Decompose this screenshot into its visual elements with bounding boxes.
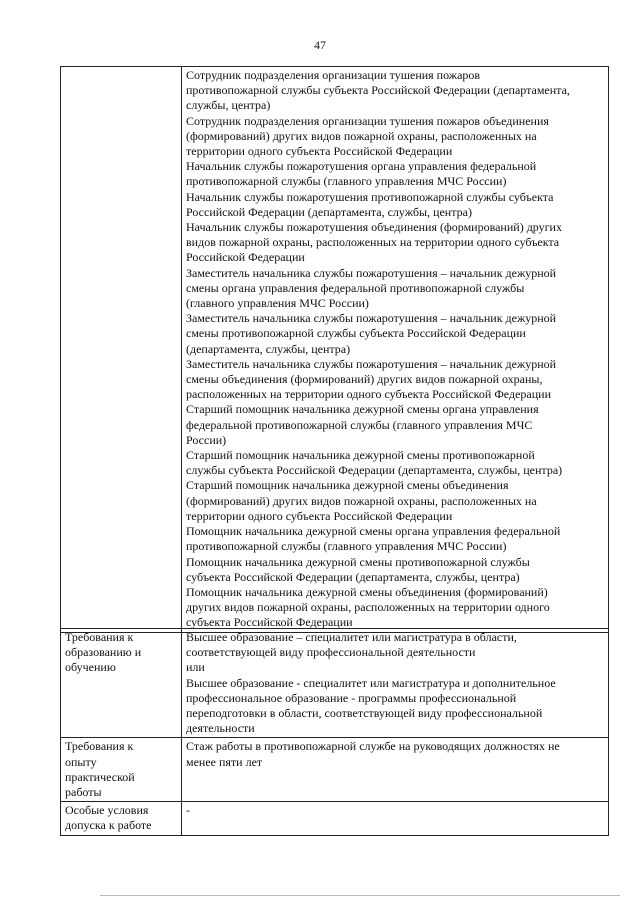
text-line: видов пожарной охраны, расположенных на территории одного субъекта	[186, 235, 560, 250]
text-line: Начальник службы пожаротушения органа управления федеральной	[186, 159, 537, 174]
text-line: Высшее образование - специалитет или магистратура и дополнительное	[186, 675, 556, 690]
position-item	[186, 159, 604, 189]
position-item	[186, 357, 604, 403]
text-line: смены органа управления федеральной противопожарной службы	[186, 280, 525, 295]
text-line: Стаж работы в противопожарной службе на руководящих должностях не	[186, 739, 560, 754]
text-line: (департамента, службы, центра)	[186, 341, 351, 356]
position-item	[186, 190, 604, 220]
position-item	[186, 555, 604, 585]
text-line: работы	[65, 785, 102, 800]
text-line: Старший помощник начальника дежурной смены объединения	[186, 478, 509, 493]
text-line: менее пяти лет	[186, 754, 263, 769]
text-line: (формирований) других видов пожарной охраны, расположенных на	[186, 493, 537, 508]
position-item	[186, 311, 604, 357]
position-item	[186, 114, 604, 160]
text-line: других видов пожарной охраны, расположенных на территории одного	[186, 600, 550, 615]
text-line: федеральной противопожарной службы (главного управления МЧС	[186, 417, 533, 432]
text-line: расположенных на территории одного субъекта Российской Федерации	[186, 387, 551, 402]
text-line: противопожарной службы (главного управления МЧС России)	[186, 174, 507, 189]
text-line: Старший помощник начальника дежурной смены органа управления	[186, 402, 539, 417]
table-row	[61, 738, 609, 802]
text-line: Начальник службы пожаротушения противопожарной службы субъекта	[186, 189, 554, 204]
position-item	[186, 524, 604, 554]
text-line: Помощник начальника дежурной смены объединения (формирований)	[186, 584, 548, 599]
text-line: или	[186, 660, 205, 675]
text-line: Помощник начальника дежурной смены противопожарной службы	[186, 554, 530, 569]
text-line: смены объединения (формирований) других видов пожарной охраны,	[186, 372, 543, 387]
text-line: Заместитель начальника службы пожаротушения – начальник дежурной	[186, 356, 557, 371]
text-line: противопожарной службы (главного управления МЧС России)	[186, 539, 507, 554]
special-conditions-label-cell	[61, 802, 182, 835]
text-line: Старший помощник начальника дежурной смены противопожарной	[186, 448, 535, 463]
text-line: смены противопожарной службы субъекта Российской Федерации	[186, 326, 526, 341]
text-line: службы субъекта Российской Федерации (департамента, службы, центра)	[186, 463, 563, 478]
text-line: опыту	[65, 754, 97, 769]
text-line: Начальник службы пожаротушения объединения (формирований) других	[186, 220, 562, 235]
positions-list-cell	[182, 67, 609, 633]
positions-table	[60, 66, 609, 633]
text-line: переподготовки в области, соответствующей виду профессиональной	[186, 706, 543, 721]
text-line: обучению	[65, 660, 116, 675]
special-conditions-value-cell	[182, 802, 609, 835]
text-line: Российской Федерации	[186, 250, 305, 265]
requirements-table	[60, 628, 609, 836]
text-line: Заместитель начальника службы пожаротушения – начальник дежурной	[186, 265, 557, 280]
table-row	[61, 802, 609, 835]
scan-edge-line	[100, 895, 620, 896]
text-line: территории одного субъекта Российской Федерации	[186, 508, 453, 523]
text-line: (главного управления МЧС России)	[186, 296, 369, 311]
position-item	[186, 585, 604, 631]
text-line: субъекта Российской Федерации	[186, 615, 353, 630]
text-line: Сотрудник подразделения организации тушения пожаров объединения	[186, 113, 549, 128]
text-line: Требования к	[65, 630, 134, 644]
text-line: Требования к	[65, 739, 134, 754]
text-line: службы, центра)	[186, 98, 271, 113]
text-line: Заместитель начальника службы пожаротушения – начальник дежурной	[186, 311, 557, 326]
text-line: образованию и	[65, 645, 142, 660]
text-line: субъекта Российской Федерации (департамента, службы, центра)	[186, 569, 520, 584]
text-line: допуска к работе	[65, 818, 152, 833]
table-row	[61, 67, 609, 633]
table-row	[61, 629, 609, 738]
text-line: -	[186, 803, 190, 818]
positions-label-cell	[61, 67, 182, 633]
experience-label-cell	[61, 738, 182, 802]
position-item	[186, 448, 604, 478]
education-label-cell	[61, 629, 182, 738]
text-line: Особые условия	[65, 803, 149, 818]
education-value-cell	[182, 629, 609, 738]
position-item	[186, 478, 604, 524]
position-item	[186, 266, 604, 312]
text-line: Помощник начальника дежурной смены органа управления федеральной	[186, 524, 561, 539]
position-item	[186, 220, 604, 266]
text-line: противопожарной службы субъекта Российской Федерации (департамента,	[186, 83, 570, 98]
text-line: России)	[186, 432, 227, 447]
text-line: территории одного субъекта Российской Федерации	[186, 144, 453, 159]
page-number: 47	[314, 38, 326, 52]
position-item	[186, 68, 604, 114]
text-line: соответствующей виду профессиональной деятельности	[186, 645, 476, 660]
text-line: Российской Федерации (департамента, службы, центра)	[186, 204, 472, 219]
text-line: деятельности	[186, 721, 255, 736]
position-item	[186, 402, 604, 448]
experience-value-cell	[182, 738, 609, 802]
text-line: практической	[65, 769, 135, 784]
text-line: профессиональное образование - программы профессиональной	[186, 690, 517, 705]
text-line: Сотрудник подразделения организации тушения пожаров	[186, 68, 481, 82]
text-line: Высшее образование – специалитет или магистратура в области,	[186, 630, 517, 644]
text-line: (формирований) других видов пожарной охраны, расположенных на	[186, 128, 537, 143]
